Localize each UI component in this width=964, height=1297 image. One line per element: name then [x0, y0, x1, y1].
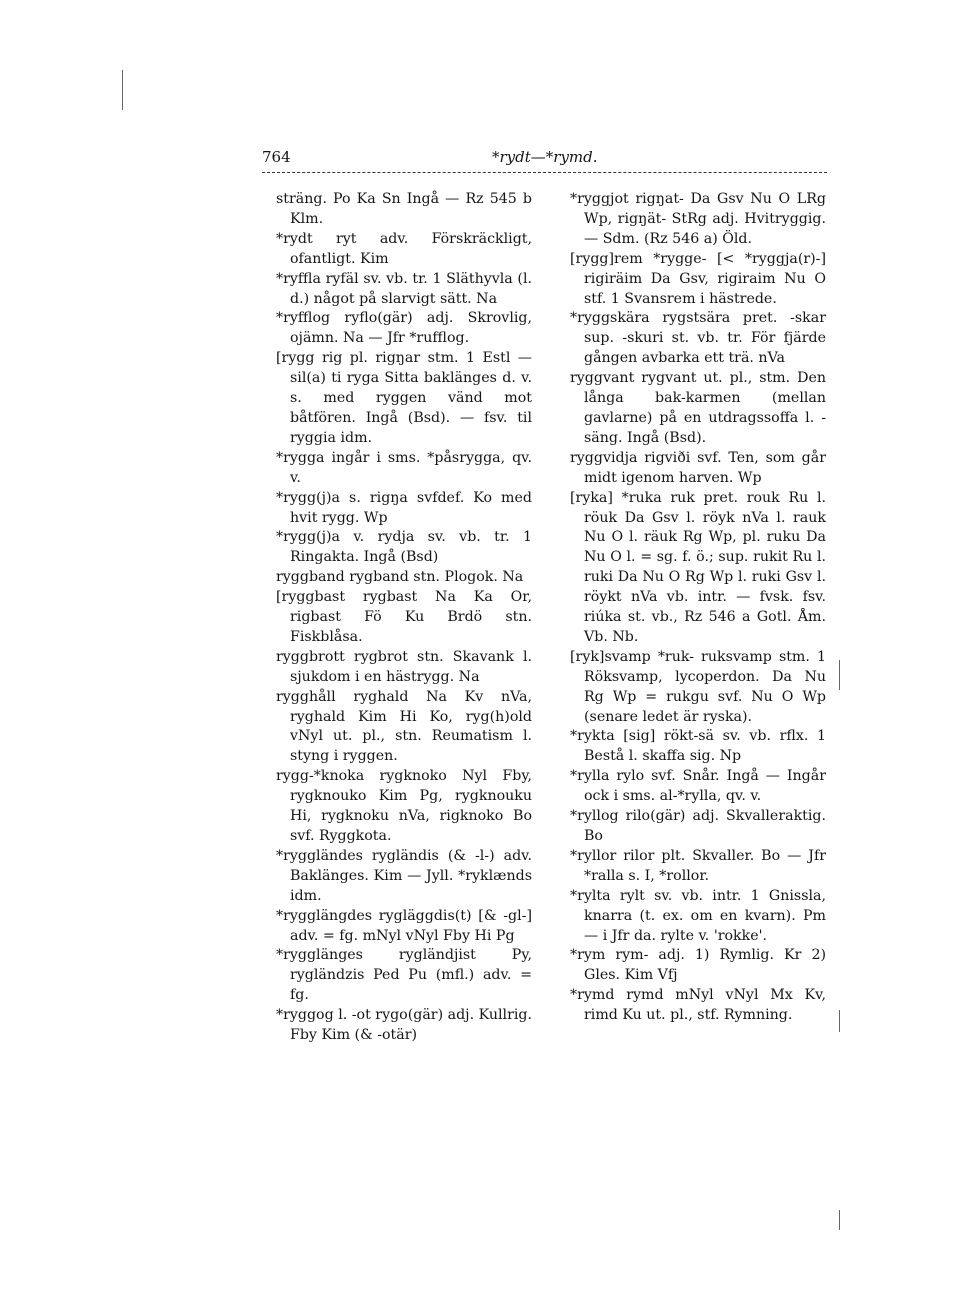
dictionary-entry: *rygga ingår i sms. *påsrygga, qv. v. — [276, 449, 532, 486]
page-number: 764 — [262, 148, 291, 166]
dictionary-entry: [ryka] *ruka ruk pret. rouk Ru l. röuk Da Gsv l. röyk nVa l. rauk Nu O l. räuk Rg Wp, pl. ruku Da Nu O l. = sg. f. ö.; sup. rukit Ru l. ruki Da Nu O Rg Wp l. ruki Gsv l. röykt nVa vb. intr. — fvsk. fsv. riúka st. vb., Rz 546 a Gotl. Åm. Vb. Nb. — [570, 489, 826, 645]
dictionary-entry: *rygg(j)a s. rigŋa svfdef. Ko med hvit rygg. Wp — [276, 489, 532, 526]
running-head: *rydt—*rymd. — [492, 148, 598, 166]
scan-mark — [839, 1210, 840, 1230]
dictionary-entry: *ryggskära rygstsära pret. -skar sup. -skuri st. vb. tr. För fjärde gången avbarka ett trä. nVa — [570, 310, 826, 367]
dictionary-entry: [ryggbast rygbast Na Ka Or, rigbast Fö Ku Brdö stn. Fiskblåsa. — [276, 589, 532, 645]
dictionary-entry: *rym rym- adj. 1) Rymlig. Kr 2) Gles. Kim Vfj — [570, 947, 826, 984]
dictionary-entry: sträng. Po Ka Sn Ingå — Rz 545 b Klm. — [276, 191, 532, 227]
dictionary-entry: rygghåll ryghald Na Kv nVa, ryghald Kim Hi Ko, ryg(h)old vNyl ut. pl., stn. Reumatism l. styng i ryggen. — [276, 688, 532, 765]
scan-mark — [122, 70, 123, 110]
dictionary-entry: *ryggog l. -ot rygo(gär) adj. Kullrig. Fby Kim (& -otär) — [276, 1007, 532, 1044]
scan-mark — [839, 1010, 840, 1032]
dictionary-entry: *rydt ryt adv. Förskräckligt, ofantligt. Kim — [276, 230, 532, 267]
header-rule — [262, 172, 827, 173]
dictionary-entry: [rygg rig pl. rigŋar stm. 1 Estl — sil(a) ti ryga Sitta baklänges d. v. s. med ryggen vänd mot båtfören. Ingå (Bsd). — fsv. til ryggia idm. — [276, 350, 532, 446]
dictionary-entry: [ryk]svamp *ruk- ruksvamp stm. 1 Röksvamp, lycoperdon. Da Nu Rg Wp = rukgu svf. Nu O Wp (senare ledet är ryska). — [570, 648, 826, 725]
dictionary-entry: *ryffla ryfäl sv. vb. tr. 1 Släthyvla (l. d.) något på slarvigt sätt. Na — [276, 270, 532, 307]
dictionary-entry: ryggvant rygvant ut. pl., stm. Den långa bak-karmen (mellan gavlarne) på en utdragssoffa l. -säng. Ingå (Bsd). — [570, 370, 826, 446]
dictionary-entry: *ryfflog ryflo(gär) adj. Skrovlig, ojämn. Na — Jfr *rufflog. — [276, 310, 532, 347]
dictionary-entry: *rygg(j)a v. rydja sv. vb. tr. 1 Ringakta. Ingå (Bsd) — [276, 529, 532, 566]
dictionary-entry: [rygg]rem *rygge- [< *ryggja(r)-] rigiräim Da Gsv, rigiraim Nu O stf. 1 Svansrem i hästrede. — [570, 250, 826, 307]
right-column — [556, 190, 826, 1026]
dictionary-entry: *ryllog rilo(gär) adj. Skvalleraktig. Bo — [570, 808, 826, 844]
dictionary-entry: ryggbrott rygbrot stn. Skavank l. sjukdom i en hästrygg. Na — [276, 648, 532, 685]
dictionary-entry: *rykta [sig] rökt-sä sv. vb. rflx. 1 Bestå l. skaffa sig. Np — [570, 728, 826, 765]
dictionary-entry: *rylta rylt sv. vb. intr. 1 Gnissla, knarra (t. ex. om en kvarn). Pm — i Jfr da. rylte v. 'rokke'. — [570, 887, 826, 944]
scan-mark — [839, 660, 840, 690]
left-column — [262, 190, 532, 1046]
dictionary-entry: *ryggländes rygländis (& -l-) adv. Baklänges. Kim — Jyll. *ryklænds idm. — [276, 847, 532, 904]
dictionary-entry: *ryllor rilor plt. Skvaller. Bo — Jfr *ralla s. I, *rollor. — [570, 847, 826, 884]
dictionary-entry: rygg-*knoka rygknoko Nyl Fby, rygknouko Kim Pg, rygknouku Hi, rygknoku nVa, rigknoko Bo svf. Ryggkota. — [276, 768, 532, 844]
page-header — [262, 148, 827, 172]
dictionary-entry: *rygglängdes rygläggdis(t) [& -gl-] adv. = fg. mNyl vNyl Fby Hi Pg — [276, 907, 532, 944]
dictionary-entry: *rymd rymd mNyl vNyl Mx Kv, rimd Ku ut. pl., stf. Rymning. — [570, 987, 826, 1024]
dictionary-entry: *rylla rylo svf. Snår. Ingå — Ingår ock i sms. al-*rylla, qv. v. — [570, 768, 826, 805]
dictionary-entry: ryggvidja rigviði svf. Ten, som går midt igenom harven. Wp — [570, 449, 826, 486]
dictionary-entry: *ryggjot rigŋat- Da Gsv Nu O LRg Wp, rigŋät- StRg adj. Hvitryggig. — Sdm. (Rz 546 a) Öld. — [570, 191, 826, 247]
dictionary-entry: ryggband rygband stn. Plogok. Na — [276, 569, 524, 586]
dictionary-entry: *rygglänges rygländjist Py, rygländzis Ped Pu (mfl.) adv. = fg. — [276, 947, 532, 1004]
